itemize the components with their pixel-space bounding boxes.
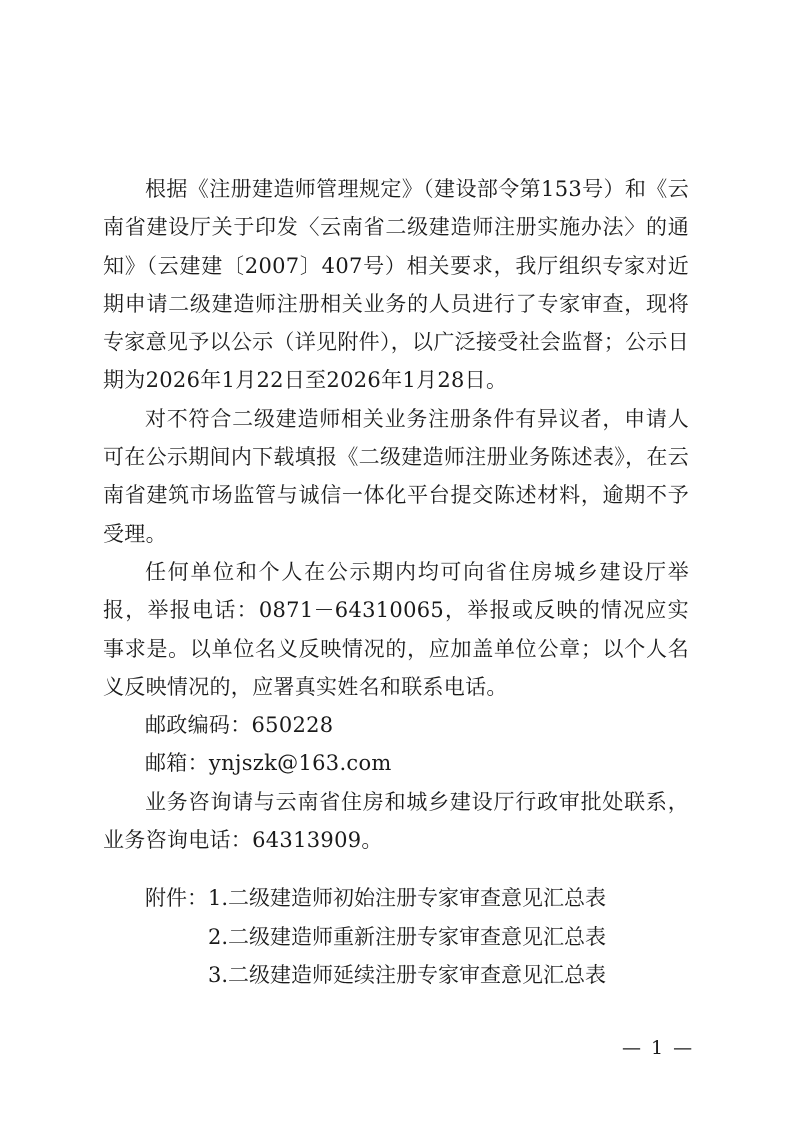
paragraph-postal-code: 邮政编码：650228 (145, 713, 334, 738)
spacer (103, 859, 689, 879)
paragraph-report: 任何单位和个人在公示期内均可向省住房城乡建设厅举报，举报电话：0871－64310065，举报或反映的情况应实事求是。以单位名义反映情况的，应加盖单位公章；以个人名义反映情况的，应署真实姓名和联系电话。 (103, 559, 689, 699)
attachment-indent (103, 918, 208, 956)
attachments-list (103, 879, 689, 994)
attachment-item (103, 918, 689, 956)
paragraph-announcement: 根据《注册建造师管理规定》（建设部令第153号）和《云南省建设厅关于印发〈云南省二级建造师注册实施办法〉的通知》（云建建〔2007〕407号）相关要求，我厅组织专家对近期申请二级建造师注册相关业务的人员进行了专家审查，现将专家意见予以公示（详见附件），以广泛接受社会监督；公示日期为2026年1月22日至2026年1月28日。 (103, 177, 689, 393)
attachment-item (103, 956, 689, 994)
attachment-item (103, 879, 689, 917)
paragraph-objection: 对不符合二级建造师相关业务注册条件有异议者，申请人可在公示期间内下载填报《二级建造师注册业务陈述表》，在云南省建筑市场监管与诚信一体化平台提交陈述材料，逾期不予受理。 (103, 406, 689, 546)
attachments-label: 附件： (145, 886, 208, 911)
document-body (103, 170, 689, 994)
attachment-item-label: 2.二级建造师重新注册专家审查意见汇总表 (208, 924, 607, 949)
attachment-item-label: 1.二级建造师初始注册专家审查意见汇总表 (208, 886, 607, 911)
paragraph-consultation: 业务咨询请与云南省住房和城乡建设厅行政审批处联系，业务咨询电话：64313909。 (103, 789, 689, 853)
paragraph-email: 邮箱：ynjszk@163.com (145, 751, 392, 776)
page-number: — 1 — (622, 1037, 695, 1059)
attachment-indent (103, 956, 208, 994)
attachment-item-label: 3.二级建造师延续注册专家审查意见汇总表 (208, 962, 607, 987)
